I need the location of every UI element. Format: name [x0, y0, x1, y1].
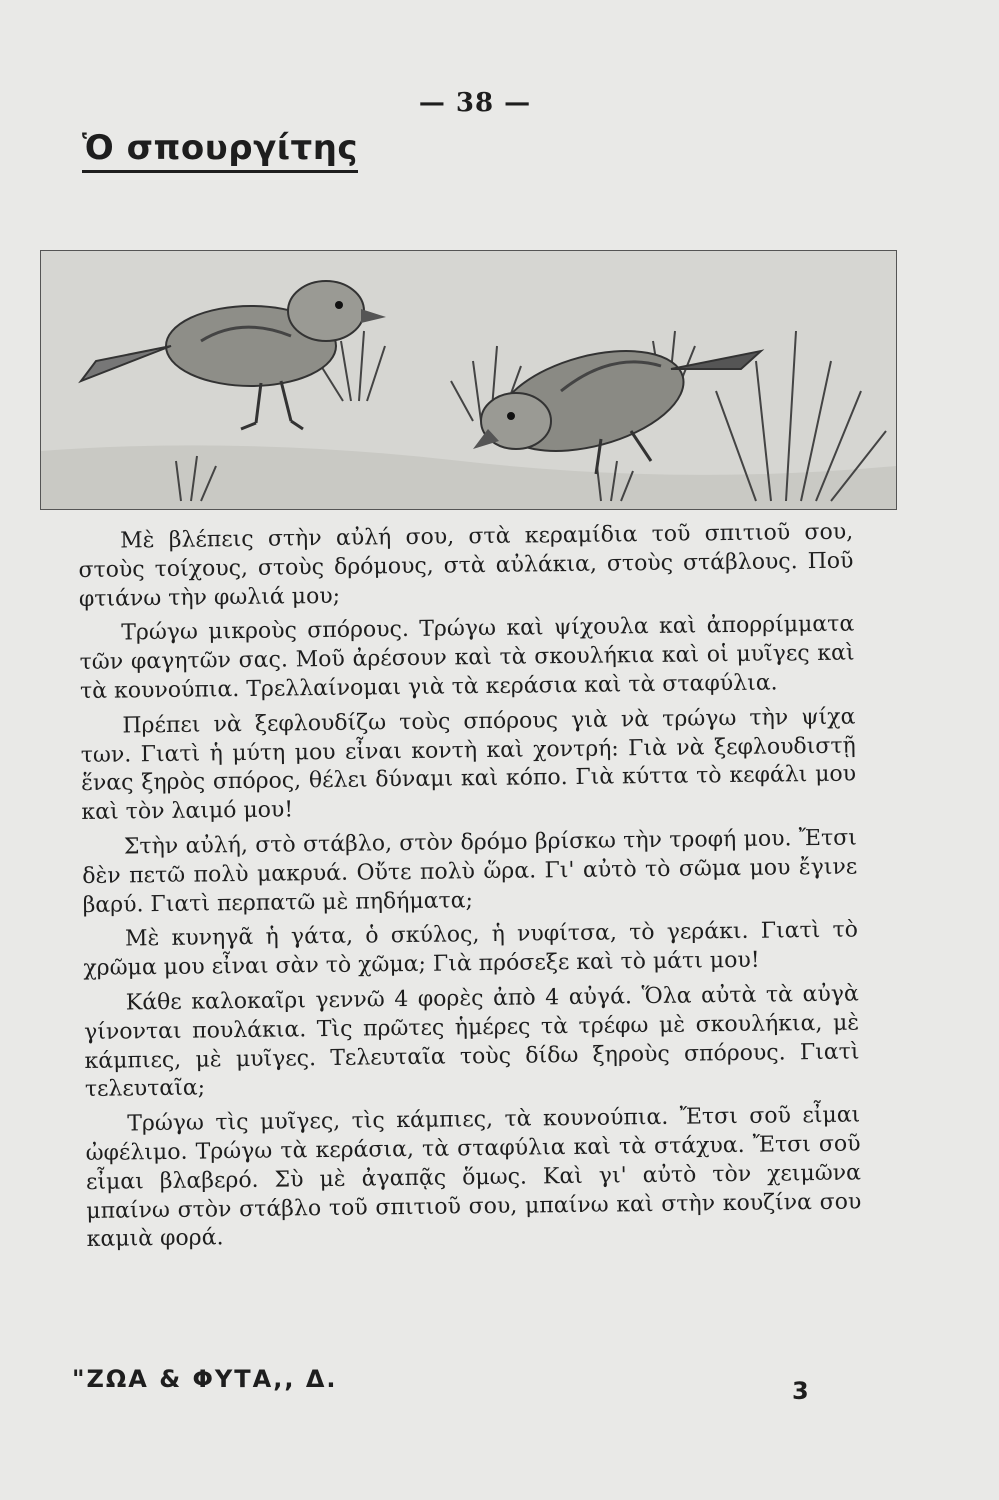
story-text	[78, 519, 862, 1262]
paragraph: Τρώγω μικροὺς σπόρους. Τρώγω καὶ ψίχουλα καὶ ἀπορρίμματα τῶν φαγητῶν σας. Μοῦ ἀρέσουν καὶ τὰ σκουλήκια καὶ οἱ μυῖγες καὶ τὰ κουνούπια. Τρελλαίνομαι γιὰ τὰ κεράσια καὶ τὰ σταφύλια.	[79, 611, 855, 704]
book-signature: "ΖΩΑ & ΦΥΤΑ,, Δ.	[72, 1365, 338, 1393]
sparrows-illustration	[40, 250, 897, 510]
paragraph: Πρέπει νὰ ξεφλουδίζω τοὺς σπόρους γιὰ νὰ τρώγω τὴν ψίχα των. Γιατὶ ἡ μύτη μου εἶναι κοντὴ καὶ χοντρή: Γιὰ νὰ ξεφλουδιστῇ ἕνας ξηρὸς σπόρος, θέλει δύναμι καὶ κόπο. Γιὰ κύττα τὸ κεφάλι μου καὶ τὸν λαιμό μου!	[80, 704, 857, 826]
chapter-title: Ὁ σπουργίτης	[82, 128, 358, 173]
sparrows-drawing	[41, 251, 896, 509]
paragraph: Κάθε καλοκαῖρι γεννῶ 4 φορὲς ἀπὸ 4 αὐγά. Ὅλα αὐτὰ τὰ αὐγὰ γίνονται πουλάκια. Τὶς πρῶτες ἡμέρες τὰ τρέφω μὲ σκουλήκια, μὲ κάμπιες, μὲ μυῖγες. Τελευταῖα τοὺς δίδω ξηροὺς σπόρους. Γιατὶ τελευταῖα;	[84, 981, 860, 1103]
paragraph: Μὲ βλέπεις στὴν αὐλή σου, στὰ κεραμίδια τοῦ σπιτιοῦ σου, στοὺς τοίχους, στοὺς δρόμους, στὰ αὐλάκια, στοὺς στάβλους. Ποῦ φτιάνω τὴν φωλιά μου;	[78, 519, 854, 612]
paragraph: Στὴν αὐλή, στὸ στάβλο, στὸν δρόμο βρίσκω τὴν τροφή μου. Ἔτσι δὲν πετῶ πολὺ μακρυά. Οὔτε πολὺ ὥρα. Γι' αὐτὸ τὸ σῶμα μου ἔγινε βαρύ. Γιατὶ περπατῶ μὲ πηδήματα;	[82, 825, 858, 918]
paragraph: Τρώγω τὶς μυῖγες, τὶς κάμπιες, τὰ κουνούπια. Ἔτσι σοῦ εἶμαι ὠφέλιμο. Τρώγω τὰ κεράσια, τὰ σταφύλια καὶ τὰ στάχυα. Ἔτσι σοῦ εἶμαι βλαβερό. Σὺ μὲ ἀγαπᾷς ὅμως. Καὶ γι' αὐτὸ τὸν χειμῶνα μπαίνω στὸν στάβλο τοῦ σπιτιοῦ σου, μπαίνω καὶ στὴν κουζίνα σου καμιὰ φορά.	[85, 1102, 862, 1253]
page-number: — 38 —	[418, 88, 532, 118]
signature-number: 3	[792, 1377, 809, 1405]
paragraph: Μὲ κυνηγᾶ ἡ γάτα, ὁ σκύλος, ἡ νυφίτσα, τὸ γεράκι. Γιατὶ τὸ χρῶμα μου εἶναι σὰν τὸ χῶμα; Γιὰ πρόσεξε καὶ τὸ μάτι μου!	[83, 917, 859, 982]
